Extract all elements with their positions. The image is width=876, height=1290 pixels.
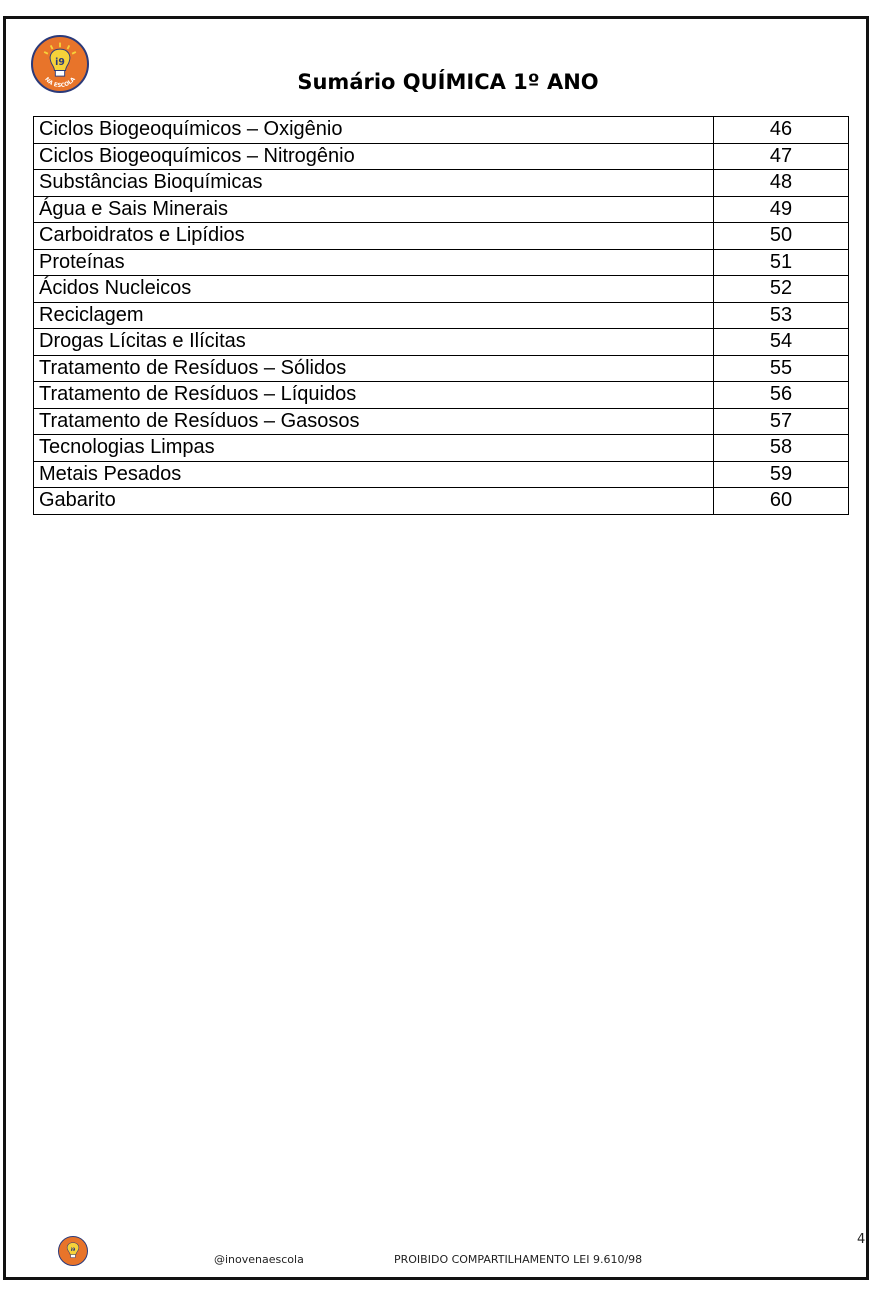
toc-page-number: 57 bbox=[714, 408, 849, 435]
toc-page-number: 52 bbox=[714, 276, 849, 303]
toc-page-number: 49 bbox=[714, 196, 849, 223]
toc-topic: Tratamento de Resíduos – Sólidos bbox=[34, 355, 714, 382]
table-row bbox=[34, 223, 849, 250]
table-row bbox=[34, 302, 849, 329]
toc-topic: Substâncias Bioquímicas bbox=[34, 170, 714, 197]
table-row bbox=[34, 382, 849, 409]
toc-page-number: 54 bbox=[714, 329, 849, 356]
table-row bbox=[34, 170, 849, 197]
table-row bbox=[34, 276, 849, 303]
toc-topic: Proteínas bbox=[34, 249, 714, 276]
toc-topic: Água e Sais Minerais bbox=[34, 196, 714, 223]
toc-topic: Tecnologias Limpas bbox=[34, 435, 714, 462]
toc-table bbox=[33, 116, 849, 515]
table-row bbox=[34, 488, 849, 515]
table-row bbox=[34, 461, 849, 488]
table-row bbox=[34, 355, 849, 382]
toc-page-number: 51 bbox=[714, 249, 849, 276]
toc-page-number: 47 bbox=[714, 143, 849, 170]
toc-page-number: 60 bbox=[714, 488, 849, 515]
toc-topic: Carboidratos e Lipídios bbox=[34, 223, 714, 250]
page-title: Sumário QUÍMICA 1º ANO bbox=[297, 70, 599, 94]
svg-text:NA ESCOLA: NA ESCOLA bbox=[43, 76, 77, 90]
table-row bbox=[34, 249, 849, 276]
toc-topic: Metais Pesados bbox=[34, 461, 714, 488]
table-row bbox=[34, 196, 849, 223]
toc-page-number: 48 bbox=[714, 170, 849, 197]
toc-topic: Ciclos Biogeoquímicos – Oxigênio bbox=[34, 117, 714, 144]
footer-logo bbox=[58, 1236, 88, 1266]
toc-page-number: 58 bbox=[714, 435, 849, 462]
toc-topic: Reciclagem bbox=[34, 302, 714, 329]
page-number: 4 bbox=[857, 1232, 866, 1247]
table-row bbox=[34, 435, 849, 462]
svg-text:i9: i9 bbox=[55, 56, 65, 68]
table-row bbox=[34, 408, 849, 435]
footer-social-handle: @inovenaescola bbox=[214, 1253, 304, 1266]
table-row bbox=[34, 117, 849, 144]
toc-topic: Gabarito bbox=[34, 488, 714, 515]
table-row bbox=[34, 143, 849, 170]
toc-topic: Ciclos Biogeoquímicos – Nitrogênio bbox=[34, 143, 714, 170]
toc-topic: Drogas Lícitas e Ilícitas bbox=[34, 329, 714, 356]
toc-topic: Tratamento de Resíduos – Gasosos bbox=[34, 408, 714, 435]
toc-page-number: 55 bbox=[714, 355, 849, 382]
toc-page-number: 59 bbox=[714, 461, 849, 488]
toc-topic: Ácidos Nucleicos bbox=[34, 276, 714, 303]
table-row bbox=[34, 329, 849, 356]
toc-page-number: 53 bbox=[714, 302, 849, 329]
svg-text:i9: i9 bbox=[70, 1248, 76, 1253]
toc-topic: Tratamento de Resíduos – Líquidos bbox=[34, 382, 714, 409]
toc-page-number: 46 bbox=[714, 117, 849, 144]
toc-page-number: 50 bbox=[714, 223, 849, 250]
footer-copyright-notice: PROIBIDO COMPARTILHAMENTO LEI 9.610/98 bbox=[394, 1253, 643, 1266]
toc-page-number: 56 bbox=[714, 382, 849, 409]
